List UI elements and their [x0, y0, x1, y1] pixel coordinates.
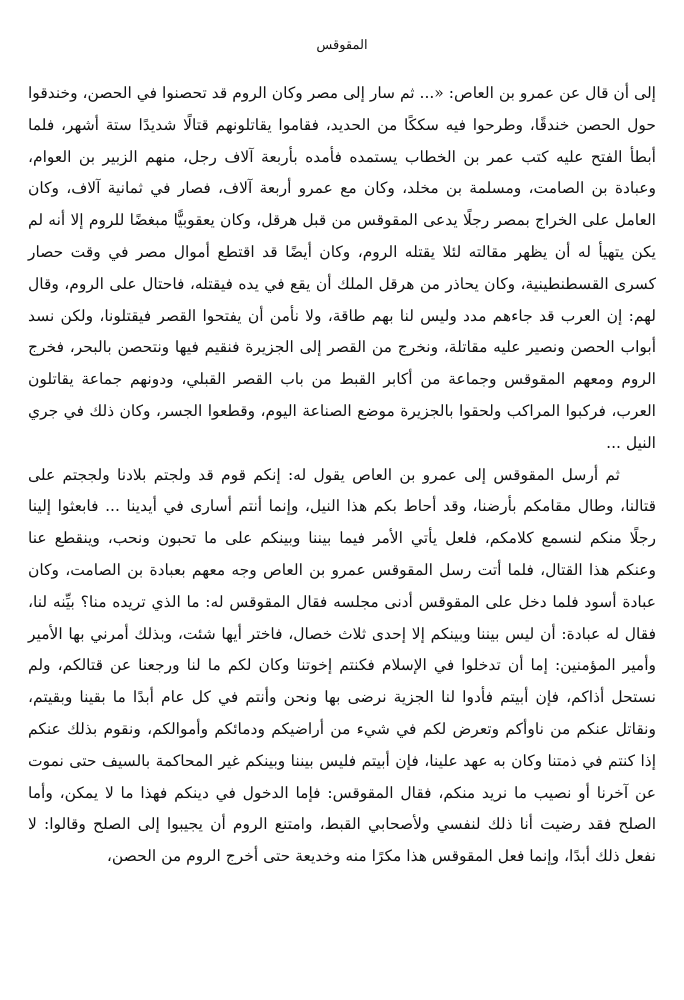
page-body: [28, 78, 656, 873]
paragraph-1: إلى أن قال عن عمرو بن العاص: «... ثم سار إلى مصر وكان الروم قد تحصنوا في الحصن، وخندقوا حول الحصن خندقًا، وطرحوا فيه سككًا من الحديد، فقاموا يقاتلونهم قتالًا شديدًا ستة أشهر، فلما أبطأ الفتح عليه كتب عمر بن الخطاب يستمده فأمده بأربعة آلاف رجل، منهم الزبير بن العوام، وعبادة بن الصامت، ومسلمة بن مخلد، وكان مع عمرو أربعة آلاف، فصار في ثمانية آلاف، وكان العامل على الخراج بمصر رجلًا يدعى المقوقس من قبل هرقل، وكان يعقوبيًّا مبغضًا للروم إلا أنه لم يكن يتهيأ له أن يظهر مقالته لئلا يقتله الروم، وكان أيضًا قد اقتطع أموال مصر في وقت حصار كسرى القسطنطينية، وكان يحاذر من هرقل الملك أن يقع في يده فيقتله، فاحتال على الروم، وقال لهم: إن العرب قد جاءهم مدد وليس لنا بهم طاقة، ولا نأمن أن يفتحوا القصر فيقتلونا، ولكن نسد أبواب الحصن ونصير عليه مقاتلة، ونخرج من القصر إلى الجزيرة فنقيم فيها ونتحصن بالبحر، فخرج الروم ومعهم المقوقس وجماعة من أكابر القبط من باب القصر القبلي، ودونهم جماعة يقاتلون العرب، فركبوا المراكب ولحقوا بالجزيرة موضع الصناعة اليوم، وقطعوا الجسر، وكان ذلك في جري النيل ...: [28, 84, 656, 452]
paragraph-2: ثم أرسل المقوقس إلى عمرو بن العاص يقول له: إنكم قوم قد ولجتم بلادنا ولججتم على قتالنا، وطال مقامكم بأرضنا، وقد أحاط بكم هذا النيل، وإنما أنتم أسارى في أيدينا ... فابعثوا إلينا رجلًا منكم لنسمع كلامكم، فلعل يأتي الأمر فيما بيننا وبينكم على ما تحبون ونحب، وينقطع عنا وعنكم هذا القتال، فلما أتت رسل المقوقس عمرو بن العاص وجه معهم بعبادة بن الصامت، وكان عبادة أسود فلما دخل على المقوقس أدنى مجلسه فقال المقوقس له: ما الذي تريده منا؟ بيِّنه لنا، فقال له عبادة: أن ليس بيننا وبينكم إلا إحدى ثلاث خصال، فاختر أيها شئت، وبذلك أمرني بها الأمير وأمير المؤمنين: إما أن تدخلوا في الإسلام فكنتم إخوتنا وكان لكم ما لنا ورجعنا عن قتالكم، ولم نستحل أذاكم، فإن أبيتم فأدوا لنا الجزية نرضى بها ونحن وأنتم في كل عام أبدًا ما بقينا وبقيتم، ونقاتل عنكم من ناوأكم وتعرض لكم في شيء من أراضيكم ودمائكم وأموالكم، ونقوم بذلك عنكم إذا كنتم في ذمتنا وكان به عهد علينا، فإن أبيتم فليس بيننا وبينكم غير المحاكمة بالسيف حتى نموت عن آخرنا أو نصيب ما نريد منكم، فقال المقوقس: فإما الدخول في دينكم فهذا ما لا يمكن، وأما الصلح فقد رضيت أنا ذلك لنفسي ولأصحابي القبط، وامتنع الروم أن يجيبوا إلى الصلح وقالوا: لا نفعل ذلك أبدًا، وإنما فعل المقوقس هذا مكرًا منه وخديعة حتى أخرج الروم من الحصن،: [28, 465, 656, 866]
running-header: المقوقس: [316, 38, 368, 53]
